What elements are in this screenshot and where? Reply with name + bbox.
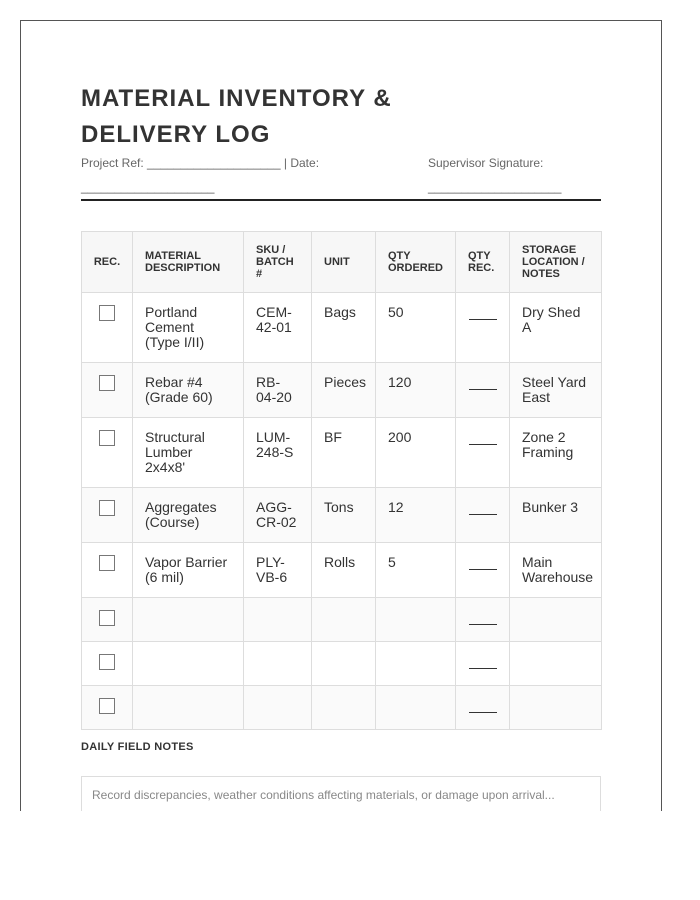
sku-cell[interactable] — [244, 598, 312, 642]
received-checkbox[interactable] — [99, 430, 115, 446]
table-row — [82, 293, 602, 363]
table-row — [82, 488, 602, 543]
table-row — [82, 686, 602, 730]
material-cell: Rebar #4 (Grade 60) — [133, 363, 244, 418]
qty-ordered-cell: 200 — [376, 418, 456, 488]
received-checkbox[interactable] — [99, 500, 115, 516]
received-checkbox[interactable] — [99, 654, 115, 670]
received-checkbox[interactable] — [99, 555, 115, 571]
storage-cell[interactable] — [510, 598, 602, 642]
received-checkbox[interactable] — [99, 305, 115, 321]
sku-cell: AGG-CR-02 — [244, 488, 312, 543]
header-divider — [81, 199, 601, 201]
qty-received-field[interactable] — [469, 555, 497, 570]
unit-cell[interactable] — [312, 686, 376, 730]
supervisor-meta — [428, 151, 578, 199]
qty-ordered-cell[interactable] — [376, 686, 456, 730]
qty-received-field[interactable] — [469, 375, 497, 390]
header-storage: STORAGE LOCATION / NOTES — [510, 232, 602, 293]
qty-received-field[interactable] — [469, 430, 497, 445]
sku-cell: LUM-248-S — [244, 418, 312, 488]
sku-cell[interactable] — [244, 642, 312, 686]
project-meta — [81, 151, 331, 199]
sku-cell: CEM-42-01 — [244, 293, 312, 363]
qty-ordered-cell: 120 — [376, 363, 456, 418]
table-row — [82, 642, 602, 686]
header-qty-ordered: QTY ORDERED — [376, 232, 456, 293]
project-ref-field[interactable]: ____________________ — [147, 156, 281, 170]
received-checkbox[interactable] — [99, 698, 115, 714]
material-cell[interactable] — [133, 598, 244, 642]
storage-cell: Bunker 3 — [510, 488, 602, 543]
date-field[interactable]: ____________________ — [81, 180, 215, 194]
storage-cell[interactable] — [510, 686, 602, 730]
date-label: Date: — [290, 156, 320, 170]
material-cell: Aggregates (Course) — [133, 488, 244, 543]
received-checkbox[interactable] — [99, 610, 115, 626]
header-material: MATERIAL DESCRIPTION — [133, 232, 244, 293]
table-header-row — [82, 232, 602, 293]
notes-label: DAILY FIELD NOTES — [81, 741, 194, 753]
qty-received-field[interactable] — [469, 500, 497, 515]
qty-ordered-cell: 50 — [376, 293, 456, 363]
table-row — [82, 418, 602, 488]
header-qty-received: QTY REC. — [456, 232, 510, 293]
page-title: MATERIAL INVENTORY & DELIVERY LOG — [81, 85, 392, 148]
storage-cell: Dry Shed A — [510, 293, 602, 363]
table-row — [82, 598, 602, 642]
inventory-table — [81, 231, 602, 730]
project-ref-label: Project Ref: — [81, 156, 144, 170]
material-cell: Vapor Barrier (6 mil) — [133, 543, 244, 598]
material-cell[interactable] — [133, 642, 244, 686]
qty-ordered-cell: 12 — [376, 488, 456, 543]
qty-ordered-cell[interactable] — [376, 598, 456, 642]
qty-received-field[interactable] — [469, 610, 497, 625]
unit-cell[interactable] — [312, 598, 376, 642]
qty-ordered-cell[interactable] — [376, 642, 456, 686]
material-cell: Portland Cement (Type I/II) — [133, 293, 244, 363]
header-rec: REC. — [82, 232, 133, 293]
unit-cell[interactable] — [312, 642, 376, 686]
unit-cell: Tons — [312, 488, 376, 543]
storage-cell: Zone 2 Framing — [510, 418, 602, 488]
sku-cell[interactable] — [244, 686, 312, 730]
unit-cell: Bags — [312, 293, 376, 363]
qty-ordered-cell: 5 — [376, 543, 456, 598]
storage-cell: Steel Yard East — [510, 363, 602, 418]
material-cell: Structural Lumber 2x4x8' — [133, 418, 244, 488]
storage-cell: Main Warehouse — [510, 543, 602, 598]
meta-separator: | — [283, 156, 287, 170]
table-row — [82, 543, 602, 598]
supervisor-signature-field[interactable]: ____________________ — [428, 180, 562, 194]
unit-cell: Rolls — [312, 543, 376, 598]
table-row — [82, 363, 602, 418]
sku-cell: PLY-VB-6 — [244, 543, 312, 598]
received-checkbox[interactable] — [99, 375, 115, 391]
header-sku: SKU / BATCH # — [244, 232, 312, 293]
material-cell[interactable] — [133, 686, 244, 730]
supervisor-label: Supervisor Signature: — [428, 156, 544, 170]
storage-cell[interactable] — [510, 642, 602, 686]
qty-received-field[interactable] — [469, 305, 497, 320]
log-sheet — [20, 20, 662, 811]
qty-received-field[interactable] — [469, 698, 497, 713]
header-unit: UNIT — [312, 232, 376, 293]
field-notes-input[interactable]: Record discrepancies, weather conditions affecting materials, or damage upon arrival... — [81, 776, 601, 811]
unit-cell: BF — [312, 418, 376, 488]
sku-cell: RB-04-20 — [244, 363, 312, 418]
qty-received-field[interactable] — [469, 654, 497, 669]
unit-cell: Pieces — [312, 363, 376, 418]
